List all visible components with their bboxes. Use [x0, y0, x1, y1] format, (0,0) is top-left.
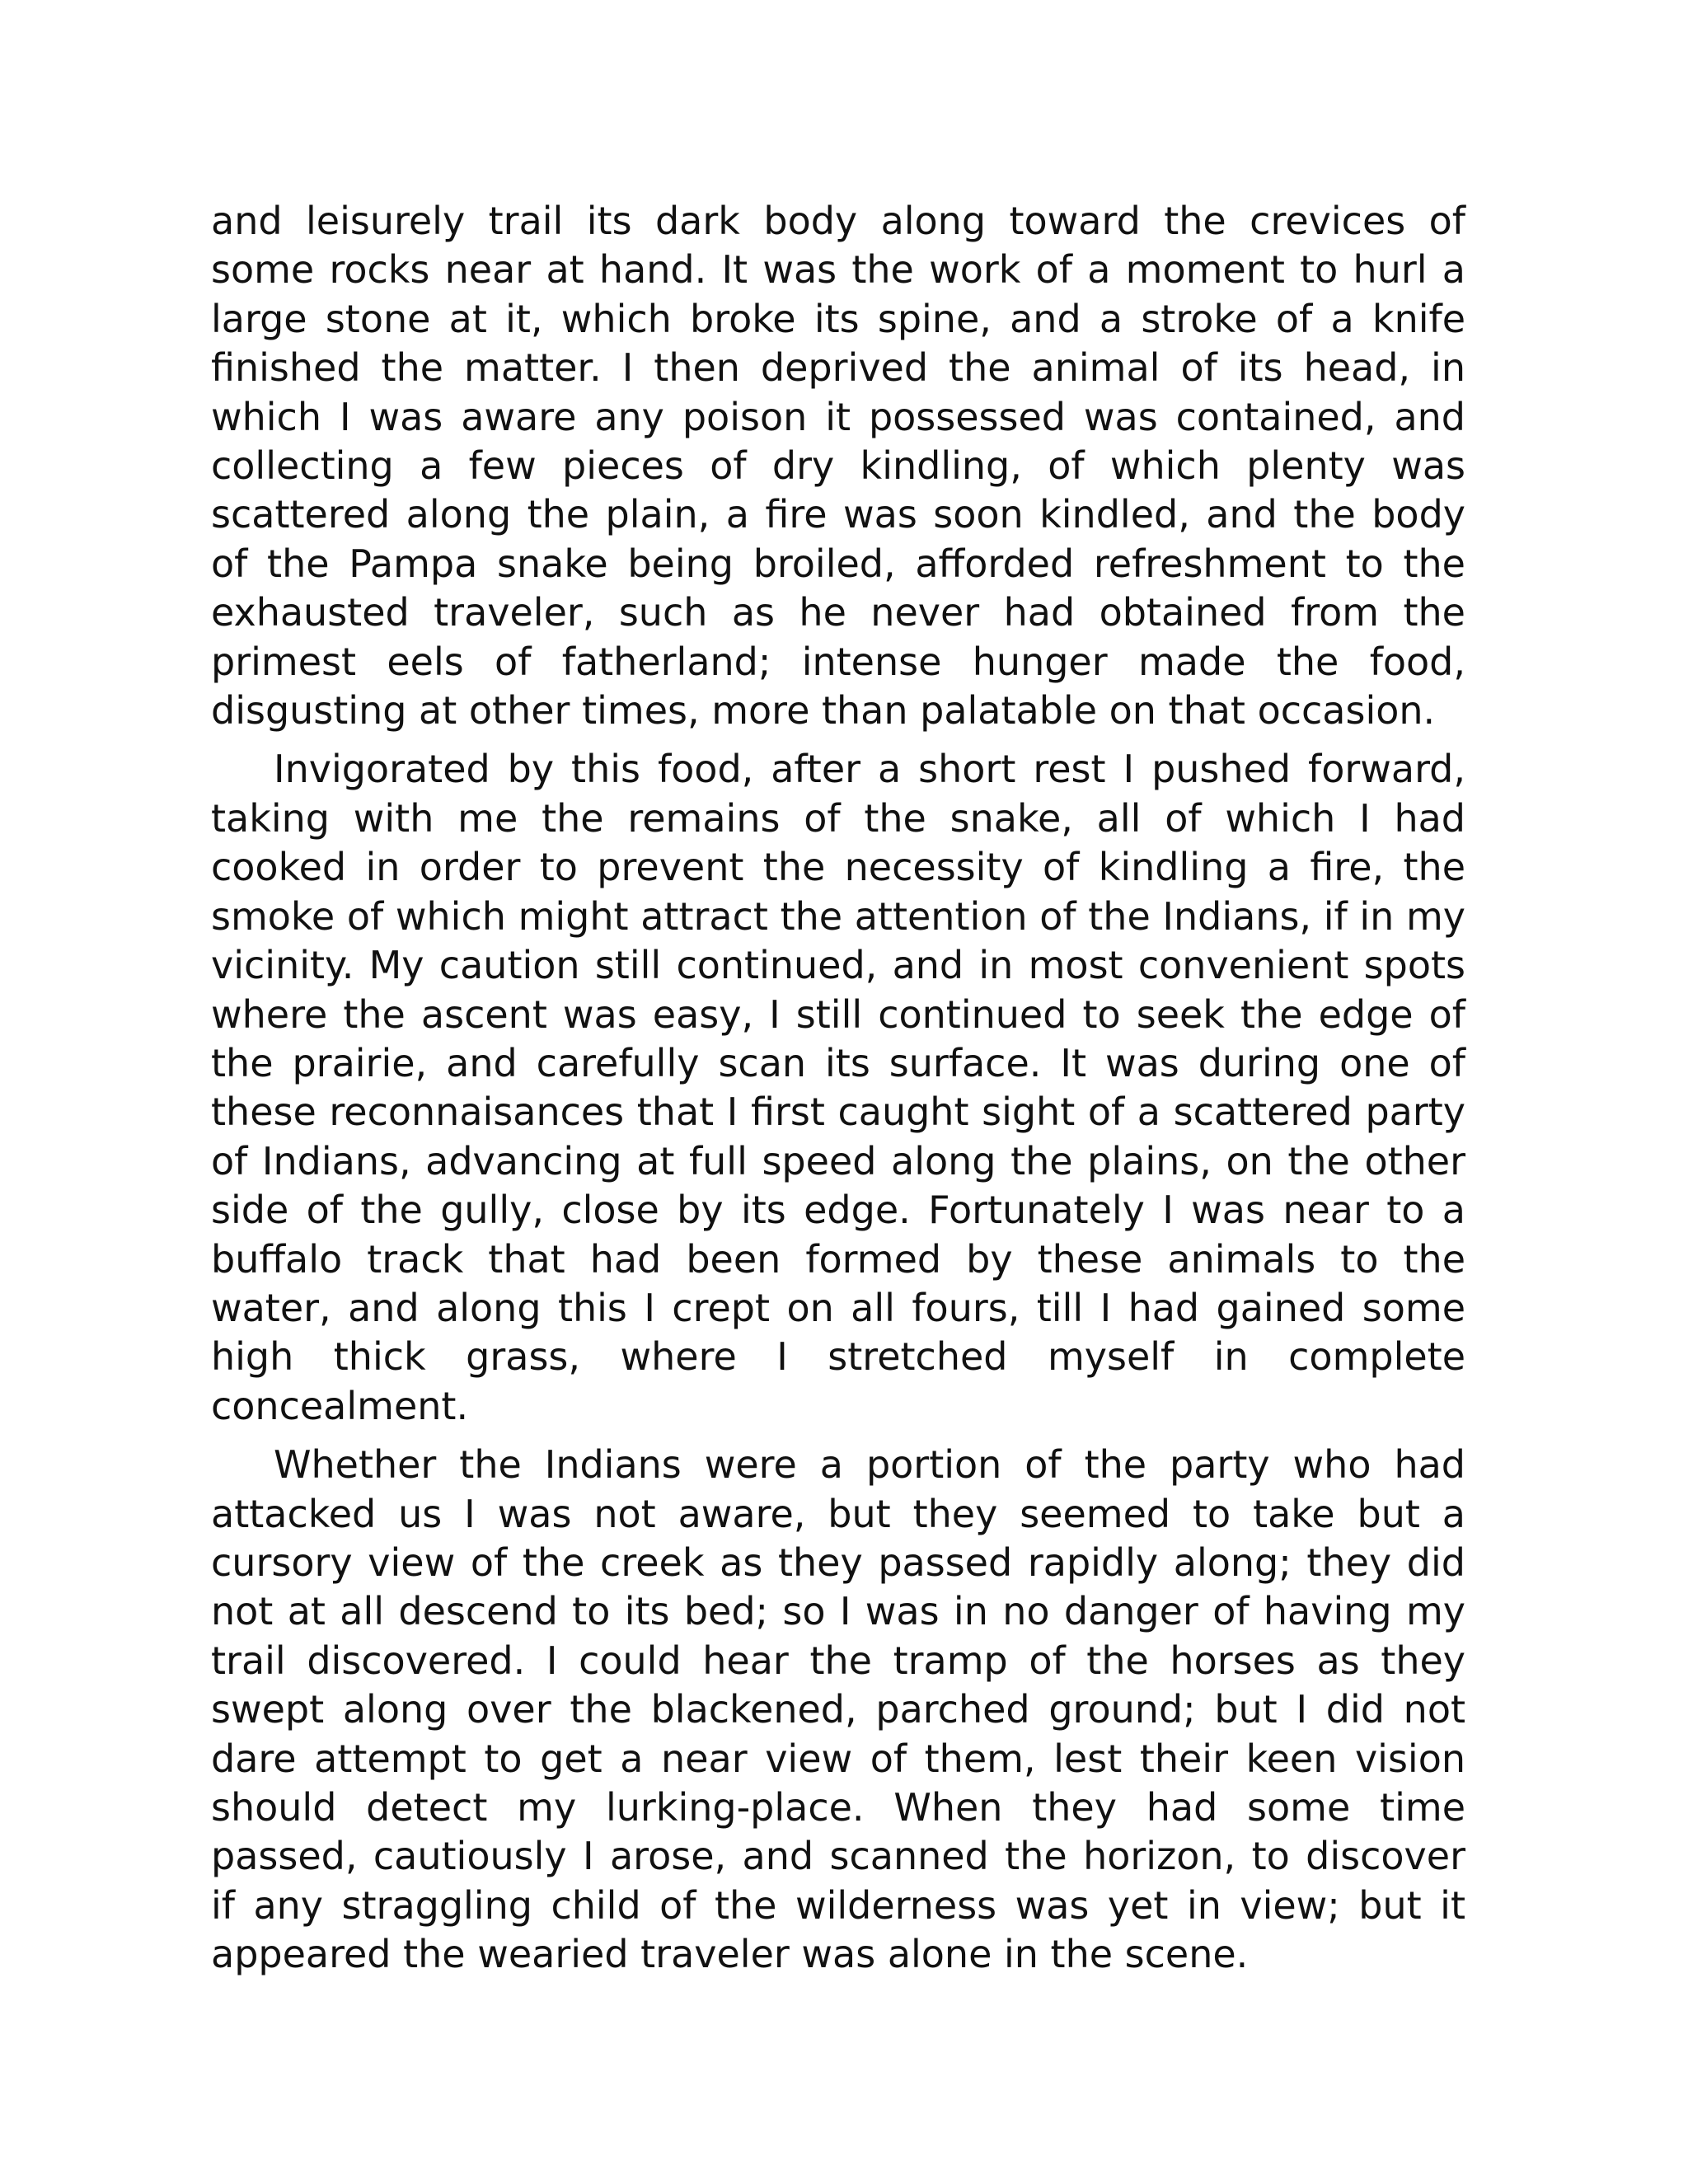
paragraph: Invigorated by this food, after a short rest I pushed forward, taking with me the remains of the snake, all of which I had cooked in order to prevent the necessity of kindling a fire, the smoke of which might attract the attention of the Indians, if in my vicinity. My caution still continued, and in most convenient spots where the ascent was easy, I still continued to seek the edge of the prairie, and carefully scan its surface. It was during one of these reconnaisances that I first caught sight of a scattered party of Indians, advancing at full speed along the plains, on the other side of the gully, close by its edge. Fortunately I was near to a buffalo track that had been formed by these animals to the water, and along this I crept on all fours, till I had gained some high thick grass, where I stretched myself in complete concealment. — [211, 747, 1465, 1428]
body-text — [211, 197, 1465, 1980]
paragraph: Whether the Indians were a portion of the party who had attacked us I was not aware, but they seemed to take but a cursory view of the creek as they passed rapidly along; they did not at all descend to its bed; so I was in no danger of having my trail discovered. I could hear the tramp of the horses as they swept along over the blackened, parched ground; but I did not dare attempt to get a near view of them, lest their keen vision should detect my lurking-place. When they had some time passed, cautiously I arose, and scanned the horizon, to discover if any straggling child of the wilderness was yet in view; but it appeared the wearied traveler was alone in the scene. — [211, 1442, 1465, 1977]
paragraph-continued: and leisurely trail its dark body along toward the crevices of some rocks near at hand. It was the work of a moment to hurl a large stone at it, which broke its spine, and a stroke of a knife finished the matter. I then deprived the animal of its head, in which I was aware any poison it possessed was contained, and collecting a few pieces of dry kindling, of which plenty was scattered along the plain, a fire was soon kindled, and the body of the Pampa snake being broiled, afforded refreshment to the exhausted traveler, such as he never had obtained from the primest eels of fatherland; intense hunger made the food, disgusting at other times, more than palatable on that occasion. — [211, 199, 1465, 733]
